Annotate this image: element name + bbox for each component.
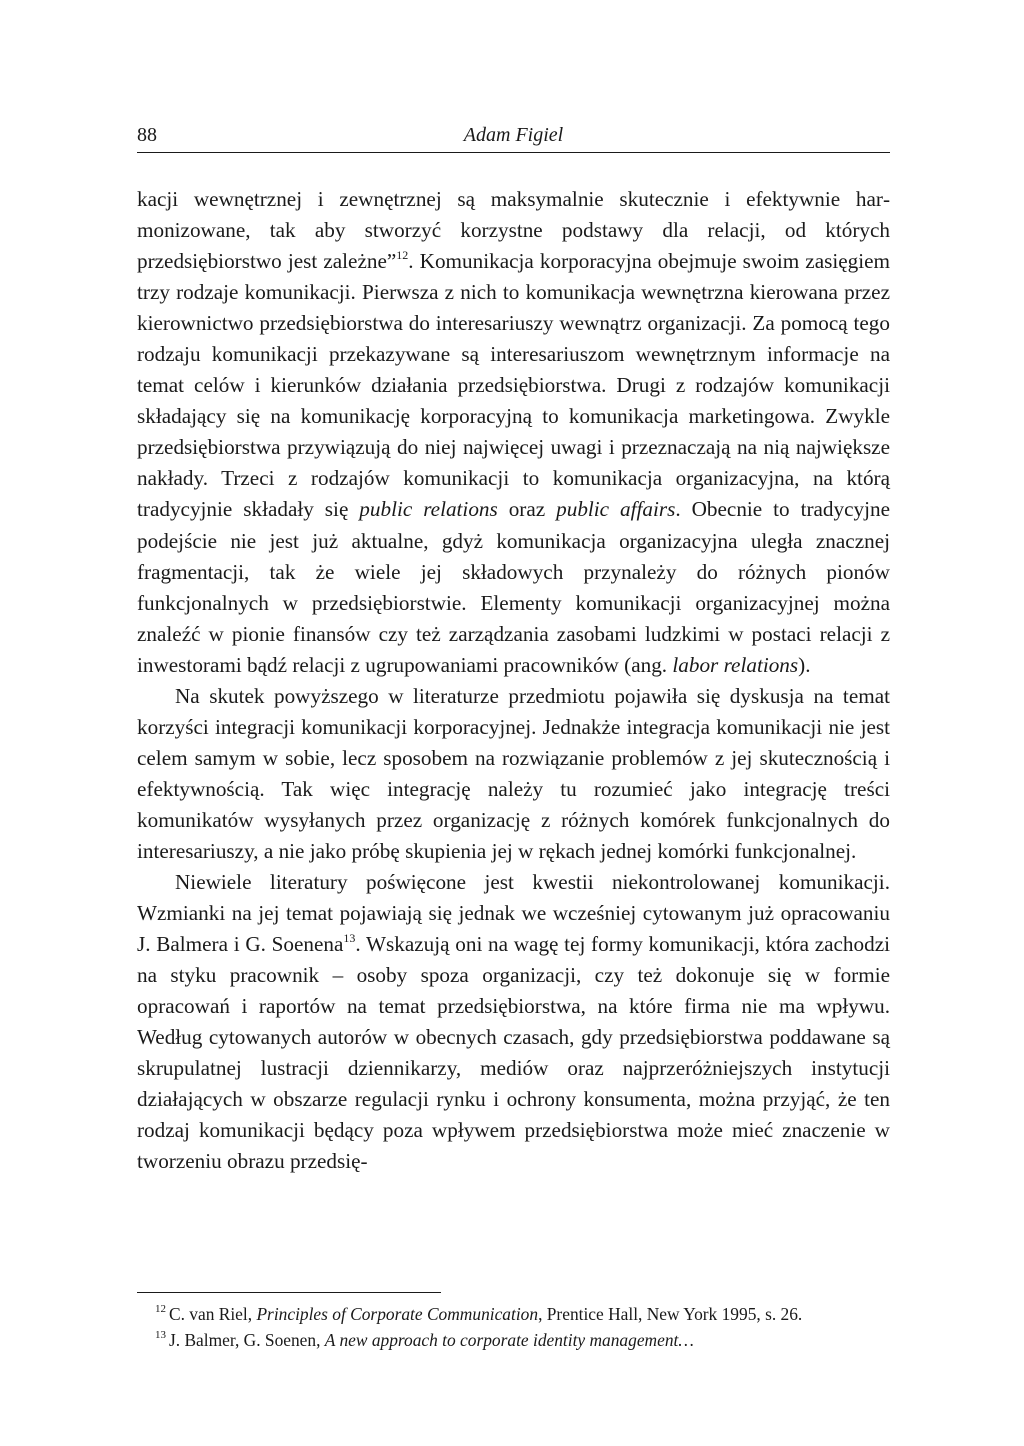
document-page [137, 0, 890, 1446]
italic-term: labor relations [672, 652, 799, 677]
footnote-reference-13: 13 [343, 931, 356, 946]
footnote-text: J. Balmer, G. Soenen, [169, 1330, 325, 1350]
paragraph-2: Na skutek powyższego w literaturze przedmiotu pojawiła się dyskusja na temat korzyści integracji komunikacji korporacyjnej. Jednakże integracja komunikacji nie jest celem samym w sobie, lecz sposobem na rozwiązanie problemów z jej skutecznością i efektywnością. Tak więc integrację należy tu rozumieć jako integrację treści komunikatów wysyłanych przez organizację z różnych komórek funkcjonalnych do interesariuszy, a nie jako próbę skupienia jej w rękach jednej komórki funkcjonalnej. [137, 683, 890, 863]
footnote-title: Principles of Corporate Communication [256, 1304, 539, 1324]
text-run: . Obecnie to tradycyjne podejście nie jest już aktualne, gdyż komunikacja organizacyjna uległa znacznej fragmentacji, tak że wiele jej składowych przynależy do różnych pionów funkcjonalnych w przedsiębiorstwie. Elementy komunikacji organizacyjnej można znaleźć w pionie finansów czy też zarządzania zasobami ludzkimi w postaci relacji z inwestorami bądź relacji z ugrupowaniami pracowników (ang. [137, 497, 891, 677]
footnote-text: , Prentice Hall, New York 1995, s. 26. [538, 1304, 803, 1324]
paragraph-1 [137, 184, 890, 681]
text-run: kacji wewnętrznej i zewnętrznej są maksymalnie skutecznie i efektywnie harmonizowane, tak aby stworzyć korzystne podstawy dla relacji, od których przedsiębiorstwo jest zależne” [137, 187, 890, 274]
footnote-text: C. van Riel, [169, 1304, 257, 1324]
page-number: 88 [137, 124, 157, 146]
footnote-number: 12 [155, 1303, 166, 1315]
body-text [137, 184, 890, 1178]
text-run: oraz [497, 497, 557, 522]
footnote-title: A new approach to corporate identity management… [324, 1330, 694, 1350]
footnote-12 [155, 1301, 890, 1327]
italic-term: public relations [359, 497, 498, 522]
text-run: Niewiele literatury poświęcone jest kwestii niekontrolowanej komunikacji. Wzmianki na jej temat pojawiają się jednak we wcześniej cytowanym już opracowaniu J. Balmera i G. Soenena [137, 870, 890, 957]
running-head: Adam Figiel [463, 124, 564, 146]
footnote-13 [155, 1327, 890, 1353]
italic-term: public affairs [556, 497, 676, 522]
text-run: ). [798, 652, 811, 677]
footnote-reference-12: 12 [396, 248, 409, 263]
footnote-number: 13 [155, 1329, 166, 1341]
paragraph-3 [137, 867, 890, 1177]
text-run: . Wskazują oni na wagę tej formy komunikacji, która zachodzi na styku pracownik – osoby spoza organizacji, czy też dokonuje się w formie opracowań i raportów na temat przedsiębiorstwa, na które firma nie ma wpływu. Według cytowanych autorów w obecnych czasach, gdy przedsiębiorstwa poddawane są skrupulatnej lustracji dziennikarzy, mediów oraz najprzeróżniejszych instytucji działających w obszarze regulacji rynku i ochrony konsumenta, można przyjąć, że ten rodzaj komunikacji będący poza wpływem przedsiębiorstwa może mieć znaczenie w tworzeniu obrazu przedsię- [137, 932, 890, 1174]
footnote-separator [137, 1292, 441, 1293]
footnotes [155, 1301, 890, 1353]
text-run: . Komunikacja korporacyjna obejmuje swoim zasięgiem trzy rodzaje komunikacji. Pierwsza z nich to komunikacja wewnętrzna kierowana przez kierownictwo przedsiębiorstwa do interesariuszy wewnątrz organizacji. Za pomocą tego rodzaju komunikacji przekazywane są interesariuszom wewnętrznym informacje na temat celów i kierunków działania przedsiębiorstwa. Drugi z rodzajów komunikacji składający się na komunikację korporacyjną to komunikacja marketingowa. Zwykle przedsiębiorstwa przywiązują do niej najwięcej uwagi i przeznaczają na nią największe nakłady. Trzeci z rodzajów komunikacji to komunikacja organizacyjna, na którą tradycyjnie składały się [137, 249, 890, 522]
page-header [137, 122, 890, 153]
